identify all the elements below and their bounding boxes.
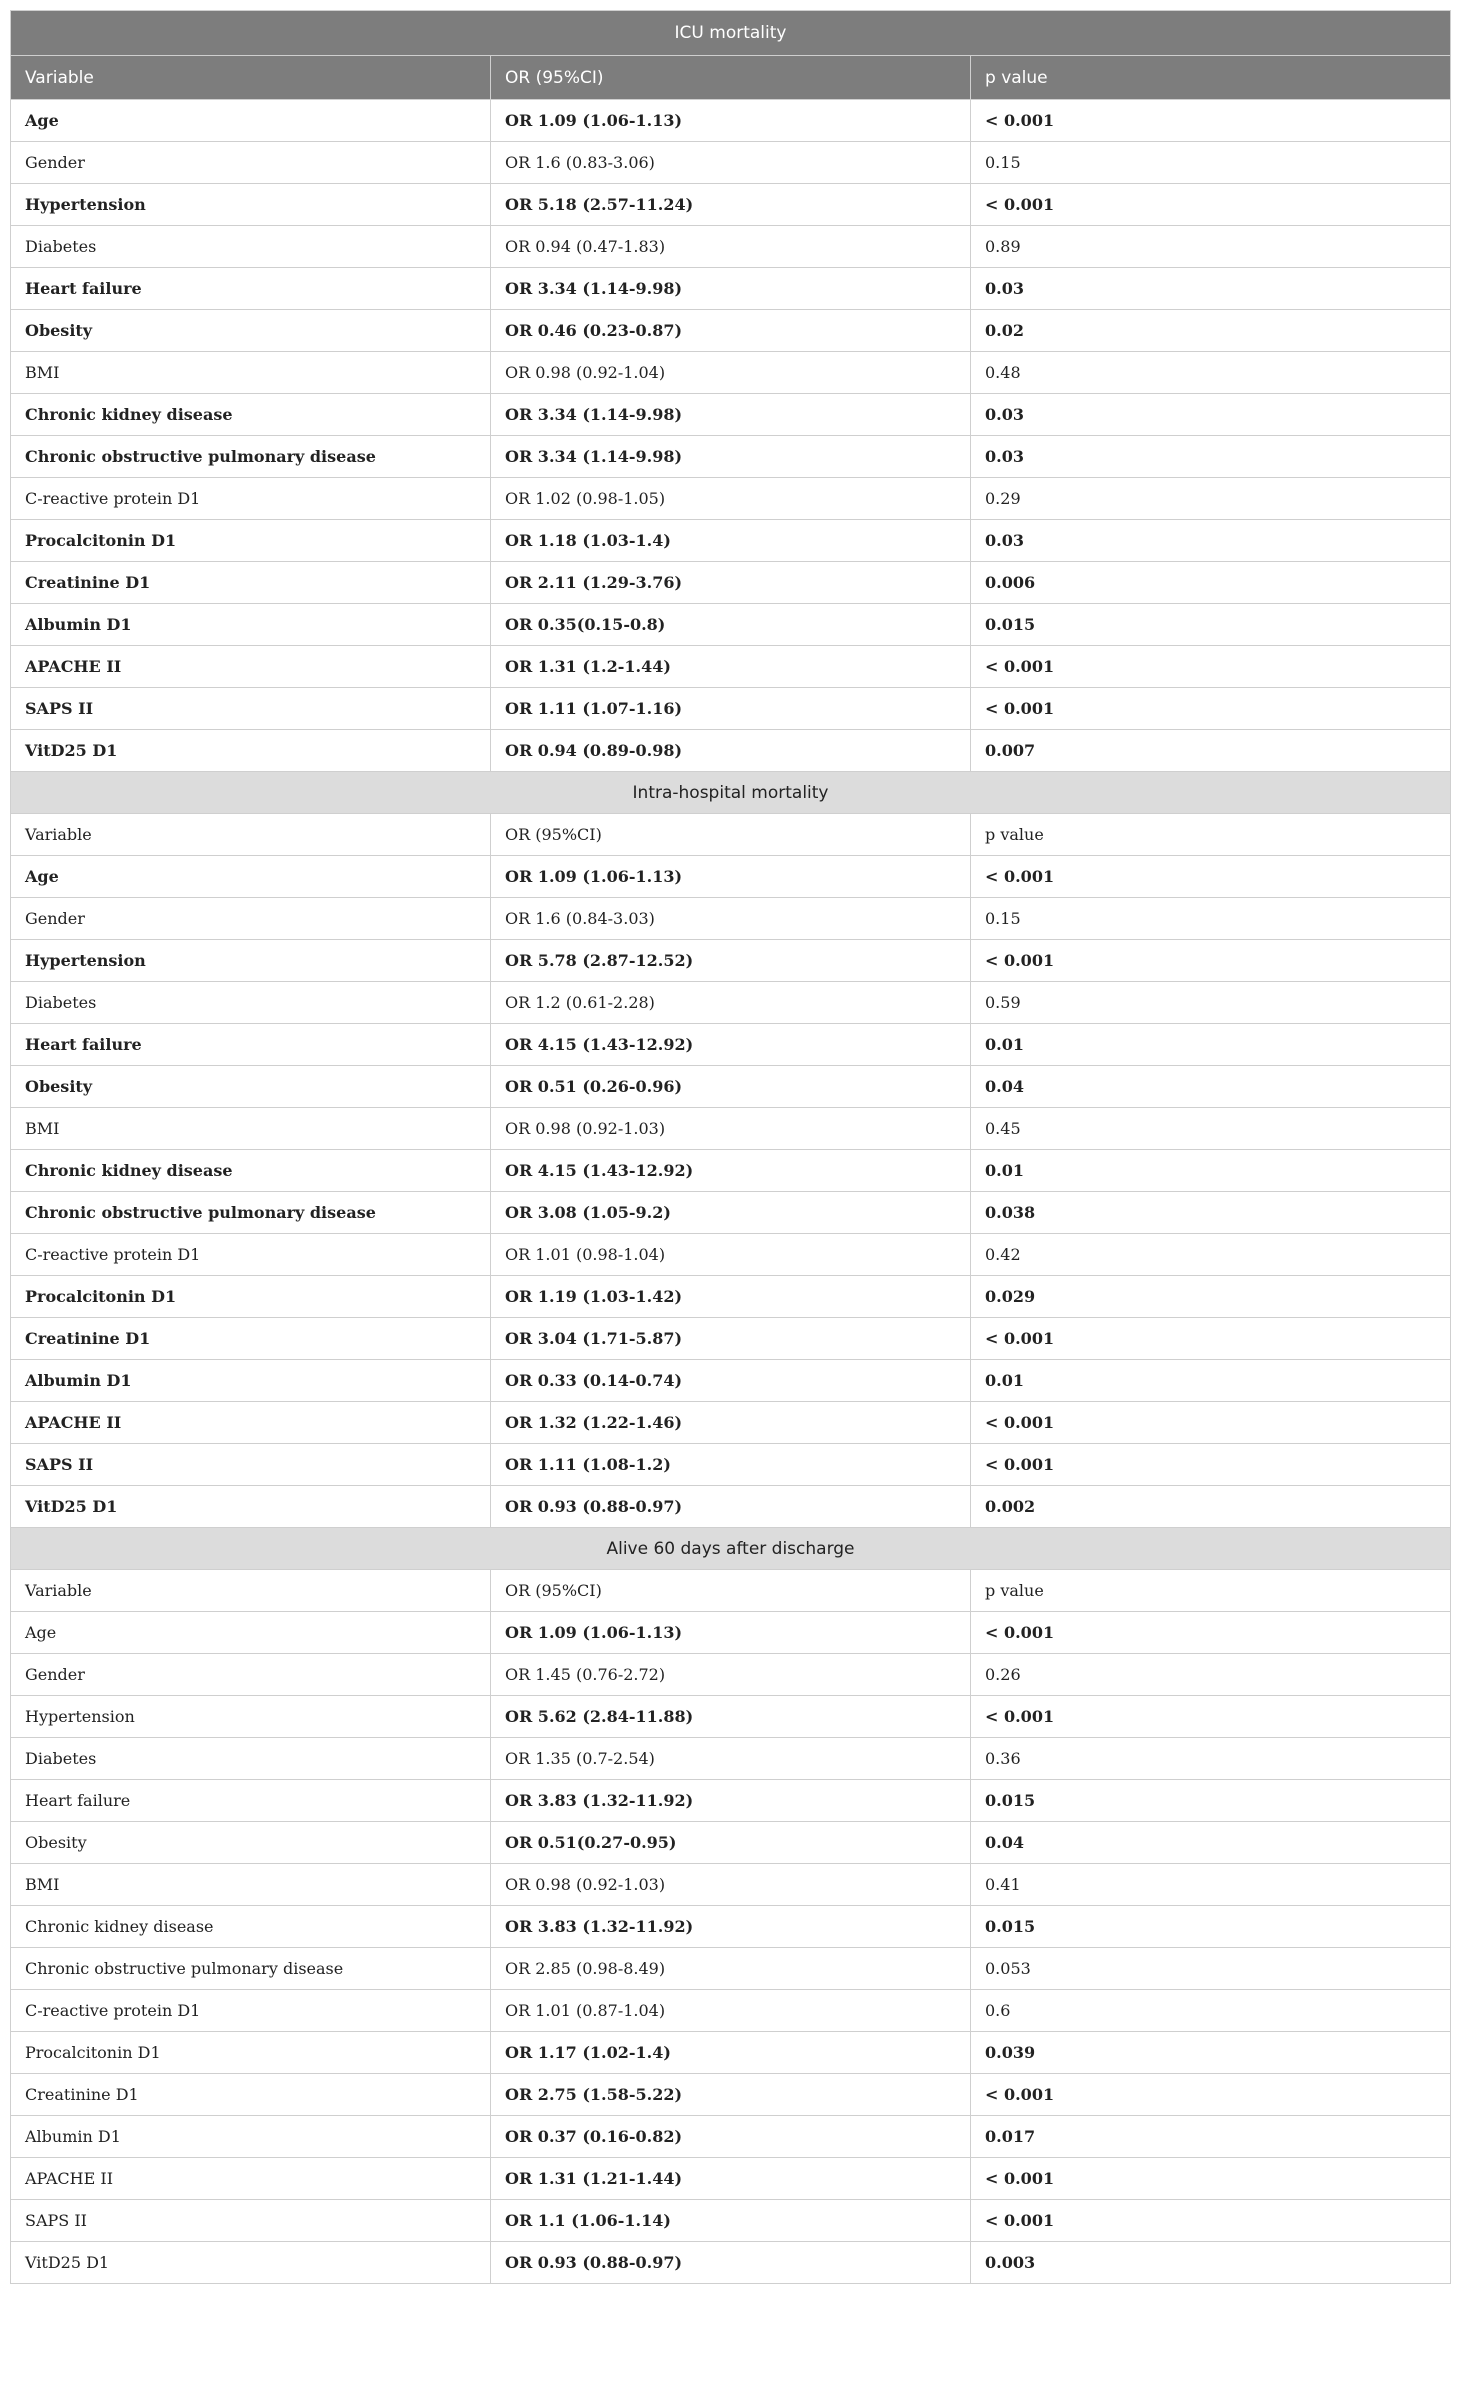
table-row (11, 1024, 1451, 1066)
section-title-row (11, 11, 1451, 56)
variable-cell: Obesity (11, 1822, 491, 1864)
p-value-cell: 0.15 (971, 898, 1451, 940)
p-value-cell: 0.01 (971, 1150, 1451, 1192)
odds-ratio-cell: OR 5.62 (2.84-11.88) (491, 1696, 971, 1738)
p-value-cell: 0.015 (971, 604, 1451, 646)
odds-ratio-cell: OR 2.11 (1.29-3.76) (491, 562, 971, 604)
odds-ratio-cell: OR 0.93 (0.88-0.97) (491, 1486, 971, 1528)
p-value-cell: 0.038 (971, 1192, 1451, 1234)
results-table-wrapper (10, 10, 1450, 2284)
odds-ratio-cell: OR 0.37 (0.16-0.82) (491, 2116, 971, 2158)
table-row (11, 184, 1451, 226)
variable-cell: Creatinine D1 (11, 1318, 491, 1360)
p-value-cell: 0.48 (971, 352, 1451, 394)
odds-ratio-cell: OR 3.34 (1.14-9.98) (491, 394, 971, 436)
p-value-cell: 0.36 (971, 1738, 1451, 1780)
odds-ratio-table (10, 10, 1451, 2284)
p-value-cell: 0.03 (971, 520, 1451, 562)
variable-cell: Diabetes (11, 1738, 491, 1780)
variable-cell: Heart failure (11, 268, 491, 310)
variable-cell: Chronic obstructive pulmonary disease (11, 436, 491, 478)
odds-ratio-cell: OR 1.01 (0.87-1.04) (491, 1990, 971, 2032)
p-value-cell: 0.41 (971, 1864, 1451, 1906)
table-row (11, 1906, 1451, 1948)
odds-ratio-cell: OR 1.1 (1.06-1.14) (491, 2200, 971, 2242)
odds-ratio-cell: OR 1.32 (1.22-1.46) (491, 1402, 971, 1444)
variable-cell: Albumin D1 (11, 1360, 491, 1402)
table-row (11, 562, 1451, 604)
table-row (11, 520, 1451, 562)
odds-ratio-cell: OR 1.11 (1.08-1.2) (491, 1444, 971, 1486)
p-value-cell: 0.03 (971, 394, 1451, 436)
p-value-cell: < 0.001 (971, 646, 1451, 688)
table-row (11, 2032, 1451, 2074)
variable-cell: BMI (11, 1108, 491, 1150)
p-value-cell: < 0.001 (971, 1318, 1451, 1360)
variable-cell: Chronic kidney disease (11, 1150, 491, 1192)
odds-ratio-cell: OR 1.6 (0.83-3.06) (491, 142, 971, 184)
table-row (11, 2158, 1451, 2200)
odds-ratio-cell: OR 3.34 (1.14-9.98) (491, 436, 971, 478)
odds-ratio-cell: OR 3.83 (1.32-11.92) (491, 1906, 971, 1948)
odds-ratio-cell: OR 2.75 (1.58-5.22) (491, 2074, 971, 2116)
table-row (11, 1780, 1451, 1822)
variable-cell: APACHE II (11, 2158, 491, 2200)
odds-ratio-cell: OR 1.09 (1.06-1.13) (491, 1612, 971, 1654)
variable-cell: Hypertension (11, 940, 491, 982)
variable-cell: Albumin D1 (11, 604, 491, 646)
variable-cell: Procalcitonin D1 (11, 520, 491, 562)
p-value-cell: < 0.001 (971, 2200, 1451, 2242)
table-row (11, 1192, 1451, 1234)
table-row (11, 436, 1451, 478)
p-value-cell: 0.002 (971, 1486, 1451, 1528)
p-value-cell: 0.006 (971, 562, 1451, 604)
table-row (11, 1444, 1451, 1486)
variable-cell: Chronic obstructive pulmonary disease (11, 1948, 491, 1990)
p-value-cell: 0.053 (971, 1948, 1451, 1990)
section-title: ICU mortality (11, 11, 1451, 56)
variable-cell: Diabetes (11, 226, 491, 268)
table-row (11, 1276, 1451, 1318)
table-row (11, 982, 1451, 1024)
column-header-row (11, 56, 1451, 100)
table-body (11, 11, 1451, 2284)
odds-ratio-cell: OR 0.35(0.15-0.8) (491, 604, 971, 646)
p-value-cell: < 0.001 (971, 100, 1451, 142)
p-value-cell: 0.04 (971, 1822, 1451, 1864)
variable-cell: Age (11, 856, 491, 898)
variable-cell: BMI (11, 352, 491, 394)
variable-cell: C-reactive protein D1 (11, 478, 491, 520)
column-header-row (11, 814, 1451, 856)
odds-ratio-cell: OR 0.94 (0.47-1.83) (491, 226, 971, 268)
table-row (11, 604, 1451, 646)
odds-ratio-cell: OR 1.2 (0.61-2.28) (491, 982, 971, 1024)
variable-cell: Age (11, 100, 491, 142)
variable-cell: Hypertension (11, 1696, 491, 1738)
p-value-cell: 0.029 (971, 1276, 1451, 1318)
table-row (11, 1990, 1451, 2032)
table-row (11, 394, 1451, 436)
table-row (11, 1654, 1451, 1696)
p-value-cell: 0.42 (971, 1234, 1451, 1276)
table-row (11, 1360, 1451, 1402)
odds-ratio-cell: OR 3.34 (1.14-9.98) (491, 268, 971, 310)
odds-ratio-cell: OR 3.08 (1.05-9.2) (491, 1192, 971, 1234)
table-row (11, 730, 1451, 772)
odds-ratio-cell: OR 0.51 (0.26-0.96) (491, 1066, 971, 1108)
table-row (11, 646, 1451, 688)
section-title-row (11, 772, 1451, 814)
p-value-cell: < 0.001 (971, 1612, 1451, 1654)
variable-cell: Gender (11, 1654, 491, 1696)
variable-cell: SAPS II (11, 2200, 491, 2242)
p-value-cell: 0.015 (971, 1906, 1451, 1948)
odds-ratio-cell: OR 0.98 (0.92-1.03) (491, 1864, 971, 1906)
table-row (11, 1108, 1451, 1150)
odds-ratio-cell: OR 1.35 (0.7-2.54) (491, 1738, 971, 1780)
odds-ratio-cell: OR 3.04 (1.71-5.87) (491, 1318, 971, 1360)
odds-ratio-cell: OR 0.98 (0.92-1.03) (491, 1108, 971, 1150)
table-row (11, 1822, 1451, 1864)
odds-ratio-cell: OR 4.15 (1.43-12.92) (491, 1024, 971, 1066)
p-value-cell: < 0.001 (971, 1696, 1451, 1738)
variable-cell: Hypertension (11, 184, 491, 226)
variable-cell: VitD25 D1 (11, 2242, 491, 2284)
p-value-cell: 0.59 (971, 982, 1451, 1024)
variable-cell: Chronic kidney disease (11, 394, 491, 436)
variable-cell: Procalcitonin D1 (11, 2032, 491, 2074)
table-row (11, 1234, 1451, 1276)
odds-ratio-cell: OR 0.33 (0.14-0.74) (491, 1360, 971, 1402)
odds-ratio-cell: OR 5.18 (2.57-11.24) (491, 184, 971, 226)
p-value-cell: 0.02 (971, 310, 1451, 352)
p-value-cell: 0.15 (971, 142, 1451, 184)
section-title: Intra-hospital mortality (11, 772, 1451, 814)
table-row (11, 1318, 1451, 1360)
p-value-cell: 0.007 (971, 730, 1451, 772)
p-value-cell: < 0.001 (971, 856, 1451, 898)
p-value-cell: < 0.001 (971, 184, 1451, 226)
header-or: OR (95%CI) (491, 56, 971, 100)
p-value-cell: < 0.001 (971, 940, 1451, 982)
table-row (11, 856, 1451, 898)
variable-cell: Heart failure (11, 1780, 491, 1822)
odds-ratio-cell: OR 0.93 (0.88-0.97) (491, 2242, 971, 2284)
p-value-cell: 0.6 (971, 1990, 1451, 2032)
odds-ratio-cell: OR 0.46 (0.23-0.87) (491, 310, 971, 352)
variable-cell: C-reactive protein D1 (11, 1990, 491, 2032)
table-row (11, 478, 1451, 520)
section-title: Alive 60 days after discharge (11, 1528, 1451, 1570)
variable-cell: SAPS II (11, 1444, 491, 1486)
table-row (11, 940, 1451, 982)
header-variable: Variable (11, 1570, 491, 1612)
odds-ratio-cell: OR 1.02 (0.98-1.05) (491, 478, 971, 520)
odds-ratio-cell: OR 0.98 (0.92-1.04) (491, 352, 971, 394)
table-row (11, 1486, 1451, 1528)
p-value-cell: < 0.001 (971, 2074, 1451, 2116)
table-row (11, 2200, 1451, 2242)
p-value-cell: 0.01 (971, 1024, 1451, 1066)
odds-ratio-cell: OR 5.78 (2.87-12.52) (491, 940, 971, 982)
header-variable: Variable (11, 814, 491, 856)
table-row (11, 100, 1451, 142)
header-variable: Variable (11, 56, 491, 100)
variable-cell: Procalcitonin D1 (11, 1276, 491, 1318)
odds-ratio-cell: OR 1.45 (0.76-2.72) (491, 1654, 971, 1696)
variable-cell: Chronic obstructive pulmonary disease (11, 1192, 491, 1234)
p-value-cell: < 0.001 (971, 1402, 1451, 1444)
odds-ratio-cell: OR 0.51(0.27-0.95) (491, 1822, 971, 1864)
table-row (11, 1612, 1451, 1654)
odds-ratio-cell: OR 2.85 (0.98-8.49) (491, 1948, 971, 1990)
p-value-cell: 0.26 (971, 1654, 1451, 1696)
table-row (11, 1696, 1451, 1738)
p-value-cell: 0.04 (971, 1066, 1451, 1108)
odds-ratio-cell: OR 1.6 (0.84-3.03) (491, 898, 971, 940)
table-row (11, 1150, 1451, 1192)
table-row (11, 142, 1451, 184)
header-p-value: p value (971, 1570, 1451, 1612)
p-value-cell: 0.017 (971, 2116, 1451, 2158)
variable-cell: APACHE II (11, 1402, 491, 1444)
table-row (11, 352, 1451, 394)
odds-ratio-cell: OR 0.94 (0.89-0.98) (491, 730, 971, 772)
variable-cell: Obesity (11, 310, 491, 352)
header-p-value: p value (971, 56, 1451, 100)
variable-cell: Gender (11, 898, 491, 940)
variable-cell: Heart failure (11, 1024, 491, 1066)
variable-cell: Age (11, 1612, 491, 1654)
variable-cell: Diabetes (11, 982, 491, 1024)
table-row (11, 1402, 1451, 1444)
p-value-cell: 0.89 (971, 226, 1451, 268)
table-row (11, 226, 1451, 268)
odds-ratio-cell: OR 1.31 (1.2-1.44) (491, 646, 971, 688)
odds-ratio-cell: OR 3.83 (1.32-11.92) (491, 1780, 971, 1822)
header-p-value: p value (971, 814, 1451, 856)
table-row (11, 688, 1451, 730)
odds-ratio-cell: OR 1.09 (1.06-1.13) (491, 856, 971, 898)
table-row (11, 1066, 1451, 1108)
table-row (11, 898, 1451, 940)
p-value-cell: 0.45 (971, 1108, 1451, 1150)
table-row (11, 1864, 1451, 1906)
table-row (11, 1948, 1451, 1990)
section-title-row (11, 1528, 1451, 1570)
variable-cell: VitD25 D1 (11, 730, 491, 772)
odds-ratio-cell: OR 4.15 (1.43-12.92) (491, 1150, 971, 1192)
table-row (11, 2116, 1451, 2158)
odds-ratio-cell: OR 1.18 (1.03-1.4) (491, 520, 971, 562)
variable-cell: Obesity (11, 1066, 491, 1108)
variable-cell: Albumin D1 (11, 2116, 491, 2158)
table-row (11, 2242, 1451, 2284)
header-or: OR (95%CI) (491, 1570, 971, 1612)
variable-cell: C-reactive protein D1 (11, 1234, 491, 1276)
p-value-cell: 0.015 (971, 1780, 1451, 1822)
p-value-cell: 0.039 (971, 2032, 1451, 2074)
column-header-row (11, 1570, 1451, 1612)
p-value-cell: 0.003 (971, 2242, 1451, 2284)
variable-cell: VitD25 D1 (11, 1486, 491, 1528)
odds-ratio-cell: OR 1.11 (1.07-1.16) (491, 688, 971, 730)
variable-cell: SAPS II (11, 688, 491, 730)
variable-cell: Chronic kidney disease (11, 1906, 491, 1948)
header-or: OR (95%CI) (491, 814, 971, 856)
table-row (11, 2074, 1451, 2116)
odds-ratio-cell: OR 1.09 (1.06-1.13) (491, 100, 971, 142)
variable-cell: APACHE II (11, 646, 491, 688)
odds-ratio-cell: OR 1.01 (0.98-1.04) (491, 1234, 971, 1276)
table-row (11, 268, 1451, 310)
odds-ratio-cell: OR 1.17 (1.02-1.4) (491, 2032, 971, 2074)
p-value-cell: < 0.001 (971, 2158, 1451, 2200)
table-row (11, 1738, 1451, 1780)
p-value-cell: 0.29 (971, 478, 1451, 520)
variable-cell: Creatinine D1 (11, 2074, 491, 2116)
odds-ratio-cell: OR 1.19 (1.03-1.42) (491, 1276, 971, 1318)
p-value-cell: 0.03 (971, 436, 1451, 478)
variable-cell: BMI (11, 1864, 491, 1906)
p-value-cell: < 0.001 (971, 688, 1451, 730)
variable-cell: Creatinine D1 (11, 562, 491, 604)
p-value-cell: 0.01 (971, 1360, 1451, 1402)
odds-ratio-cell: OR 1.31 (1.21-1.44) (491, 2158, 971, 2200)
p-value-cell: < 0.001 (971, 1444, 1451, 1486)
table-row (11, 310, 1451, 352)
variable-cell: Gender (11, 142, 491, 184)
p-value-cell: 0.03 (971, 268, 1451, 310)
